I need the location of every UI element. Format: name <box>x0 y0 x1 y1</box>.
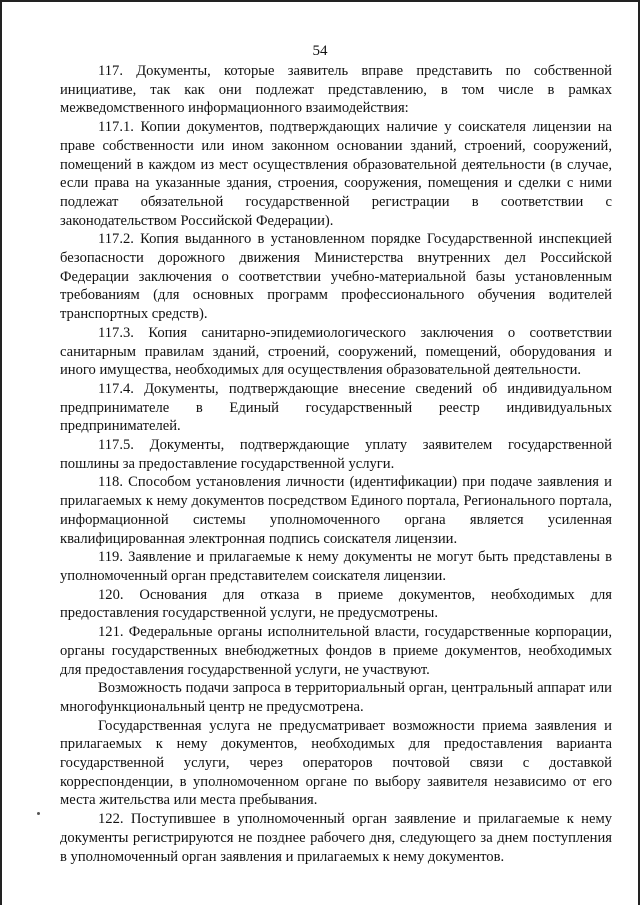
document-body <box>60 62 612 866</box>
paragraph-120: 120. Основания для отказа в приеме документов, необходимых для предоставления государственной услуги, не предусмотрены. <box>60 586 612 622</box>
paragraph-117-3: 117.3. Копия санитарно-эпидемиологического заключения о соответствии санитарным правилам зданий, строений, сооружений, помещений, оборудования и иного имущества, необходимых для осуществления образовательной деятельности. <box>60 324 612 379</box>
paragraph-117: 117. Документы, которые заявитель вправе представить по собственной инициативе, так как они подлежат представлению, в том числе в рамках межведомственного информационного взаимодействия: <box>60 63 612 117</box>
paragraph-121-postal: Государственная услуга не предусматривает возможности приема заявления и прилагаемых к нему документов, необходимых для предоставления варианта государственной услуги, через операторов почтовой связи с доставкой корреспонденции, в уполномоченном органе по выбору заявителя независимо от его места жительства или места пребывания. <box>60 717 612 809</box>
paragraph-117-4: 117.4. Документы, подтверждающие внесение сведений об индивидуальном предпринимателе в Единый государственный реестр индивидуальных предпринимателей. <box>60 380 612 435</box>
page-number: 54 <box>312 43 328 59</box>
paragraph-122: 122. Поступившее в уполномоченный орган заявление и прилагаемые к нему документы регистрируются не позднее рабочего дня, следующего за днем поступления в уполномоченный орган заявления и прилагаемых к нему документов. <box>60 811 612 865</box>
scan-border-top <box>0 0 640 2</box>
paragraph-117-2: 117.2. Копия выданного в установленном порядке Государственной инспекцией безопасности дорожного движения Министерства внутренних дел Российской Федерации заключения о соответствии учебно-материальной базы установленным требованиям (для основных программ профессионального обучения водителей транспортных средств). <box>60 231 612 323</box>
paragraph-121-request: Возможность подачи запроса в территориальный орган, центральный аппарат или многофункциональный центр не предусмотрена. <box>60 680 612 715</box>
paragraph-121: 121. Федеральные органы исполнительной власти, государственные корпорации, органы государственных внебюджетных фондов в приеме документов, необходимых для предоставления государственной услуги, не участвуют. <box>60 624 612 678</box>
scan-border-left <box>0 0 2 905</box>
paragraph-117-1: 117.1. Копии документов, подтверждающих наличие у соискателя лицензии на праве собственности или ином законном основании зданий, строений, сооружений, помещений в каждом из мест осуществления образовательной деятельности (в случае, если права на указанные здания, строения, сооружения, помещения и сделки с ними подлежат обязательной государственной регистрации в соответствии с законодательством Российской Федерации). <box>60 119 612 229</box>
paragraph-117-5: 117.5. Документы, подтверждающие уплату заявителем государственной пошлины за предоставление государственной услуги. <box>60 437 612 472</box>
paragraph-119: 119. Заявление и прилагаемые к нему документы не могут быть представлены в уполномоченный орган представителем соискателя лицензии. <box>60 549 612 584</box>
paragraph-118: 118. Способом установления личности (идентификации) при подаче заявления и прилагаемых к нему документов посредством Единого портала, Регионального портала, информационной системы уполномоченного органа является усиленная квалифицированная электронная подпись соискателя лицензии. <box>60 474 612 547</box>
margin-mark <box>37 812 40 815</box>
